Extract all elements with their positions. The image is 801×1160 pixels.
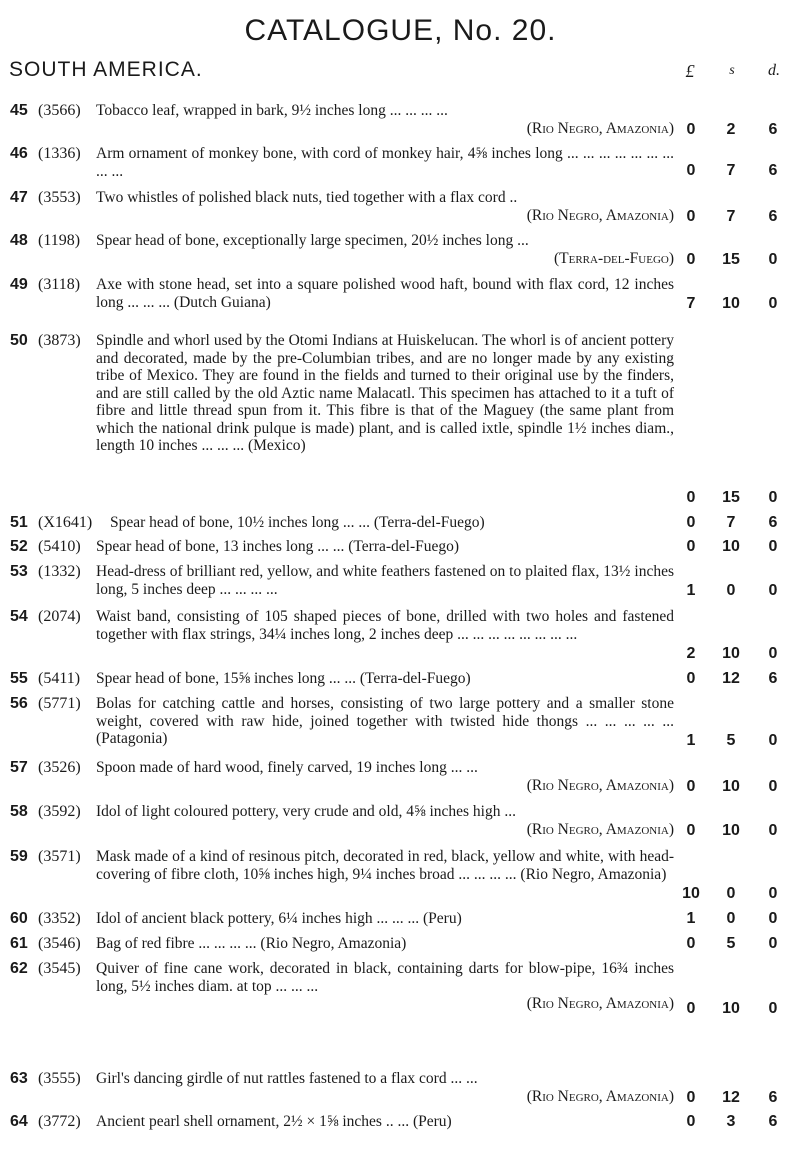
price-shillings: 0 bbox=[726, 910, 736, 927]
pence-column-label: d. bbox=[768, 62, 780, 79]
description-text: Spindle and whorl used by the Otomi Indians at Huiskelucan. The whorl is of ancient pottery and decorated, made by the pre-Columbian tribes, and are no longer made by any existing tribe of Mexico. They are found in the fields and turned to their original use by the finders, and are still called by the old Aztic name Malacatl. This specimen has attached to it a tuft of fibre and little thread spun from it. This fibre is that of the Maguey (the same plant from which the national drink pulque is made) plant, and is called ixtle, spindle 1½ inches diam., length 10 inches ... ... ... (Mexico) bbox=[96, 332, 674, 454]
entry-description bbox=[96, 695, 674, 748]
lot-number: 56 bbox=[10, 695, 28, 712]
lot-number: 48 bbox=[10, 232, 28, 249]
reference-number: (3553) bbox=[38, 189, 81, 206]
reference-number: (X1641) bbox=[38, 514, 93, 531]
description-text: Girl's dancing girdle of nut rattles fastened to a flax cord ... ... bbox=[96, 1070, 478, 1087]
shillings-column-label: s bbox=[729, 63, 735, 78]
catalogue-title: CATALOGUE, No. 20. bbox=[244, 14, 557, 47]
description-text: Spear head of bone, 15⅝ inches long ... ... (Terra-del-Fuego) bbox=[96, 670, 471, 687]
reference-number: (3873) bbox=[38, 332, 81, 349]
lot-number: 50 bbox=[10, 332, 28, 349]
price-shillings: 10 bbox=[722, 1000, 740, 1017]
reference-number: (5410) bbox=[38, 538, 81, 555]
price-shillings: 15 bbox=[722, 489, 740, 506]
lot-number: 62 bbox=[10, 960, 28, 977]
price-pence: 6 bbox=[768, 121, 778, 138]
price-pounds: 0 bbox=[686, 670, 696, 687]
price-shillings: 10 bbox=[722, 645, 740, 662]
description-text: Mask made of a kind of resinous pitch, decorated in red, black, yellow and white, with head-covering of fibre cloth, 10⅝ inches high, 9¼ inches broad ... ... ... ... (Rio Negro, Amazonia) bbox=[96, 848, 674, 883]
lot-number: 63 bbox=[10, 1070, 28, 1087]
reference-number: (3526) bbox=[38, 759, 81, 776]
price-shillings: 3 bbox=[726, 1113, 736, 1130]
reference-number: (3555) bbox=[38, 1070, 81, 1087]
reference-number: (1336) bbox=[38, 145, 81, 162]
price-pence: 0 bbox=[768, 1000, 778, 1017]
lot-number: 61 bbox=[10, 935, 28, 952]
lot-number: 46 bbox=[10, 145, 28, 162]
price-pounds: 1 bbox=[686, 732, 696, 749]
price-pence: 0 bbox=[768, 251, 778, 268]
entry-location: (Rio Negro, Amazonia) bbox=[526, 995, 674, 1012]
price-pounds: 0 bbox=[686, 822, 696, 839]
price-pounds: 0 bbox=[686, 251, 696, 268]
price-pence: 0 bbox=[768, 778, 778, 795]
price-shillings: 12 bbox=[722, 670, 740, 687]
entry-description bbox=[96, 670, 674, 688]
entry-description bbox=[96, 608, 674, 643]
price-shillings: 5 bbox=[726, 732, 736, 749]
entry-description bbox=[96, 563, 674, 598]
lot-number: 49 bbox=[10, 276, 28, 293]
entry-location: (Rio Negro, Amazonia) bbox=[526, 119, 674, 137]
description-text: Spear head of bone, 13 inches long ... ... (Terra-del-Fuego) bbox=[96, 538, 460, 555]
lot-number: 57 bbox=[10, 759, 28, 776]
reference-number: (3592) bbox=[38, 803, 81, 820]
price-shillings: 0 bbox=[726, 582, 736, 599]
description-text: Quiver of fine cane work, decorated in black, containing darts for blow-pipe, 16¾ inches long, 5½ inches diam. at top ... ... ... bbox=[96, 960, 674, 995]
lot-number: 52 bbox=[10, 538, 28, 555]
entry-description bbox=[96, 538, 674, 556]
price-pounds: 0 bbox=[686, 1000, 696, 1017]
reference-number: (3118) bbox=[38, 276, 81, 293]
description-text: Spear head of bone, exceptionally large specimen, 20½ inches long ... bbox=[96, 232, 529, 249]
lot-number: 51 bbox=[10, 514, 28, 531]
section-title: SOUTH AMERICA. bbox=[9, 58, 203, 81]
price-shillings: 7 bbox=[726, 514, 736, 531]
price-pence: 0 bbox=[768, 910, 778, 927]
price-shillings: 15 bbox=[722, 251, 740, 268]
entry-description bbox=[96, 189, 674, 224]
price-shillings: 2 bbox=[726, 121, 736, 138]
entry-description bbox=[96, 848, 674, 883]
entry-location: (Rio Negro, Amazonia) bbox=[526, 1087, 674, 1105]
price-shillings: 10 bbox=[722, 538, 740, 555]
entry-description bbox=[96, 910, 674, 928]
lot-number: 64 bbox=[10, 1113, 28, 1130]
price-pence: 0 bbox=[768, 582, 778, 599]
price-shillings: 7 bbox=[726, 208, 736, 225]
price-pounds: 0 bbox=[686, 778, 696, 795]
lot-number: 58 bbox=[10, 803, 28, 820]
price-shillings: 10 bbox=[722, 295, 740, 312]
price-pounds: 10 bbox=[682, 885, 700, 902]
reference-number: (3352) bbox=[38, 910, 81, 927]
price-pounds: 7 bbox=[686, 295, 696, 312]
description-text: Tobacco leaf, wrapped in bark, 9½ inches long ... ... ... ... bbox=[96, 102, 448, 119]
price-pence: 0 bbox=[768, 822, 778, 839]
price-pence: 0 bbox=[768, 538, 778, 555]
entry-description bbox=[96, 145, 674, 180]
lot-number: 60 bbox=[10, 910, 28, 927]
entry-description bbox=[110, 514, 674, 532]
price-pounds: 0 bbox=[686, 1113, 696, 1130]
price-pence: 6 bbox=[768, 1113, 778, 1130]
price-pence: 0 bbox=[768, 489, 778, 506]
description-text: Waist band, consisting of 105 shaped pieces of bone, drilled with two holes and fastened together with flax strings, 34¼ inches long, 2 inches deep ... ... ... ... ... ... ... ... bbox=[96, 608, 674, 643]
description-text: Ancient pearl shell ornament, 2½ × 1⅝ inches .. ... (Peru) bbox=[96, 1113, 452, 1130]
entry-description bbox=[96, 276, 674, 311]
price-shillings: 0 bbox=[726, 885, 736, 902]
price-shillings: 10 bbox=[722, 822, 740, 839]
description-text: Spoon made of hard wood, finely carved, 19 inches long ... ... bbox=[96, 759, 478, 776]
price-pence: 6 bbox=[768, 162, 778, 179]
entry-description bbox=[96, 1070, 674, 1105]
description-text: Head-dress of brilliant red, yellow, and white feathers fastened on to plaited flax, 13½ inches long, 5 inches deep ... ... ... ... bbox=[96, 563, 674, 598]
price-pounds: 0 bbox=[686, 935, 696, 952]
description-text: Two whistles of polished black nuts, tied together with a flax cord .. bbox=[96, 189, 518, 206]
entry-location: (Rio Negro, Amazonia) bbox=[526, 820, 674, 838]
price-pence: 0 bbox=[768, 295, 778, 312]
entry-description bbox=[96, 232, 674, 267]
price-pence: 0 bbox=[768, 935, 778, 952]
entry-description bbox=[96, 935, 674, 953]
entry-description bbox=[96, 960, 674, 1013]
price-pence: 0 bbox=[768, 645, 778, 662]
price-pence: 6 bbox=[768, 670, 778, 687]
description-text: Bag of red fibre ... ... ... ... (Rio Negro, Amazonia) bbox=[96, 935, 407, 952]
price-pounds: 0 bbox=[686, 514, 696, 531]
reference-number: (3571) bbox=[38, 848, 81, 865]
price-pence: 0 bbox=[768, 885, 778, 902]
lot-number: 53 bbox=[10, 563, 28, 580]
lot-number: 47 bbox=[10, 189, 28, 206]
description-text: Arm ornament of monkey bone, with cord of monkey hair, 4⅝ inches long ... ... ... ... ... ... ... ... ... bbox=[96, 145, 674, 180]
entry-location: (Terra-del-Fuego) bbox=[553, 249, 674, 267]
entry-location: (Rio Negro, Amazonia) bbox=[526, 776, 674, 794]
entry-description bbox=[96, 102, 674, 137]
description-text: Axe with stone head, set into a square polished wood haft, bound with flax cord, 12 inches long ... ... ... (Dutch Guiana) bbox=[96, 276, 674, 311]
reference-number: (1332) bbox=[38, 563, 81, 580]
reference-number: (1198) bbox=[38, 232, 81, 249]
reference-number: (3566) bbox=[38, 102, 81, 119]
price-pence: 6 bbox=[768, 208, 778, 225]
price-pence: 6 bbox=[768, 514, 778, 531]
lot-number: 55 bbox=[10, 670, 28, 687]
reference-number: (3545) bbox=[38, 960, 81, 977]
price-pounds: 0 bbox=[686, 1089, 696, 1106]
description-text: Bolas for catching cattle and horses, consisting of two large pottery and a smaller stone weight, covered with raw hide, joined together with twisted hide thongs ... ... ... ... ... (Patagonia) bbox=[96, 695, 674, 747]
reference-number: (5771) bbox=[38, 695, 81, 712]
price-pence: 6 bbox=[768, 1089, 778, 1106]
reference-number: (3546) bbox=[38, 935, 81, 952]
price-shillings: 12 bbox=[722, 1089, 740, 1106]
price-shillings: 5 bbox=[726, 935, 736, 952]
entry-description bbox=[96, 803, 674, 838]
price-pounds: 0 bbox=[686, 162, 696, 179]
entry-description bbox=[96, 759, 674, 794]
description-text: Idol of light coloured pottery, very crude and old, 4⅝ inches high ... bbox=[96, 803, 516, 820]
price-pounds: 1 bbox=[686, 910, 696, 927]
entry-description bbox=[96, 1113, 674, 1131]
price-pounds: 0 bbox=[686, 538, 696, 555]
price-pounds: 0 bbox=[686, 208, 696, 225]
price-pence: 0 bbox=[768, 732, 778, 749]
reference-number: (2074) bbox=[38, 608, 81, 625]
entry-description bbox=[96, 332, 674, 455]
reference-number: (3772) bbox=[38, 1113, 81, 1130]
lot-number: 59 bbox=[10, 848, 28, 865]
lot-number: 45 bbox=[10, 102, 28, 119]
price-shillings: 7 bbox=[726, 162, 736, 179]
price-pounds: 2 bbox=[686, 645, 696, 662]
entry-location: (Rio Negro, Amazonia) bbox=[526, 206, 674, 224]
price-shillings: 10 bbox=[722, 778, 740, 795]
description-text: Spear head of bone, 10½ inches long ... ... (Terra-del-Fuego) bbox=[110, 514, 485, 531]
price-pounds: 0 bbox=[686, 121, 696, 138]
reference-number: (5411) bbox=[38, 670, 81, 687]
price-pounds: 0 bbox=[686, 489, 696, 506]
lot-number: 54 bbox=[10, 608, 28, 625]
pounds-column-label: £ bbox=[685, 61, 695, 81]
price-pounds: 1 bbox=[686, 582, 696, 599]
description-text: Idol of ancient black pottery, 6¼ inches high ... ... ... (Peru) bbox=[96, 910, 462, 927]
